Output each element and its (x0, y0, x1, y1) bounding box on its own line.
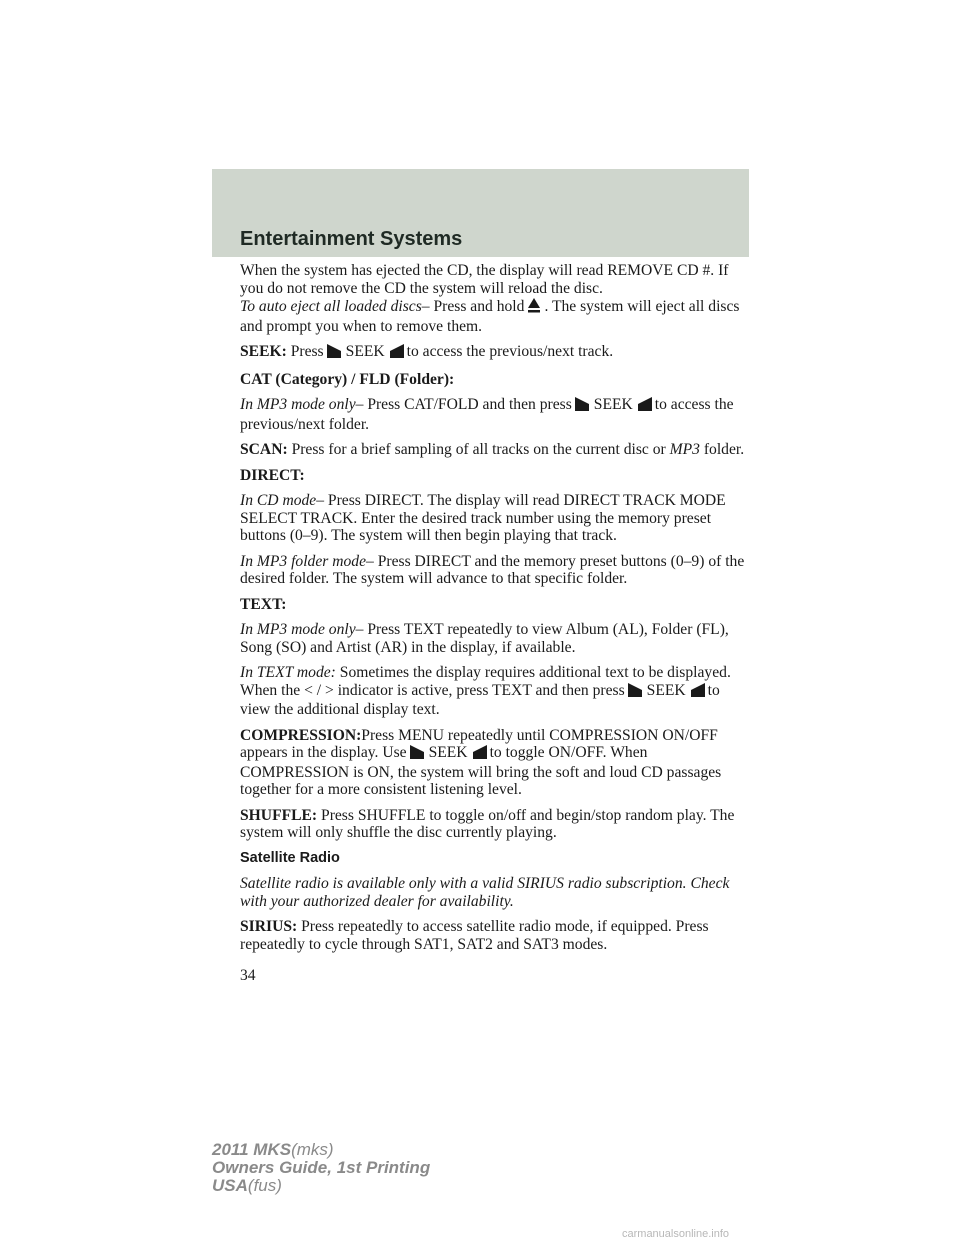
seek-prev-icon (327, 344, 341, 363)
watermark: carmanualsonline.info (622, 1228, 730, 1240)
seek-text-b: to access the previous/next track. (406, 343, 614, 360)
seek-prev-icon (628, 683, 642, 702)
direct-cd-text: – Press DIRECT. The display will read DIRECT TRACK MODE SELECT TRACK. Enter the desired track number using the memory preset buttons (0–9). The system will then begin playing that track. (240, 492, 726, 544)
satellite-note: Satellite radio is available only with a valid SIRIUS radio subscription. Check with your authorized dealer for availability. (240, 875, 730, 910)
eject-text: When the system has ejected the CD, the display will read REMOVE CD #. If you do not remove the CD the system will reload the disc. (240, 262, 729, 297)
text-mp3-text: – Press TEXT repeatedly to view Album (AL), Folder (FL), Song (SO) and Artist (AR) in the display, if available. (240, 621, 729, 656)
scan-text-b: folder. (703, 441, 745, 458)
seek-word: SEEK (646, 681, 686, 699)
compression-text-b: to toggle ON/OFF. When COMPRESSION is ON, the system will bring the soft and loud CD passages together for a more consistent listening level. (240, 744, 722, 798)
cat-text-b: to access the previous/next folder. (240, 396, 734, 433)
seek-prev-icon (410, 745, 424, 764)
shuffle-paragraph (240, 807, 750, 842)
print-footer (212, 1141, 430, 1195)
seek-next-icon (691, 683, 705, 702)
manual-content (240, 262, 750, 953)
section-title: Entertainment Systems (240, 228, 463, 250)
auto-eject-text-a: – Press and hold (421, 298, 525, 315)
direct-heading: DIRECT: (240, 466, 305, 484)
seek-paragraph (240, 343, 750, 363)
compression-paragraph (240, 727, 750, 799)
text-mp3-paragraph (240, 621, 750, 656)
page-number: 34 (240, 967, 256, 984)
seek-prev-icon (575, 397, 589, 416)
compression-label: COMPRESSION: (240, 726, 362, 744)
scan-text-a: Press for a brief sampling of all tracks on the current disc or (291, 441, 666, 458)
sirius-text: Press repeatedly to access satellite radio mode, if equipped. Press repeatedly to cycle through SAT1, SAT2 and SAT3 modes. (240, 918, 709, 953)
satellite-radio-heading: Satellite Radio (240, 849, 340, 866)
cat-text-a: – Press CAT/FOLD and then press (355, 396, 572, 413)
footer-model: 2011 MKS (212, 1140, 292, 1159)
auto-eject-label: To auto eject all loaded discs (240, 298, 422, 315)
cat-paragraph (240, 396, 750, 433)
direct-mp3-text: – Press DIRECT and the memory preset buttons (0–9) of the desired folder. The system will advance to that specific folder. (240, 552, 745, 587)
footer-model-code: (mks) (291, 1140, 334, 1159)
footer-region-line (212, 1177, 430, 1195)
text-mode-paragraph (240, 664, 750, 719)
scan-label: SCAN: (240, 441, 288, 458)
footer-region-code: (fus) (247, 1176, 282, 1195)
seek-next-icon (638, 397, 652, 416)
shuffle-text: Press SHUFFLE to toggle on/off and begin/stop random play. The system will only shuffle the disc currently playing. (240, 806, 735, 841)
sirius-label: SIRIUS: (240, 918, 298, 935)
seek-next-icon (390, 344, 404, 363)
seek-next-icon (473, 745, 487, 764)
seek-label: SEEK: (240, 343, 287, 360)
cat-mode-label: In MP3 mode only (240, 396, 356, 413)
eject-icon (527, 297, 541, 318)
direct-cd-mode: In CD mode (240, 492, 317, 509)
sirius-paragraph (240, 918, 750, 953)
direct-mp3-mode: In MP3 folder mode (240, 552, 367, 570)
direct-cd-paragraph (240, 492, 750, 545)
text-mode-text-a: Sometimes the display requires additional text to be displayed. When the < / > indicator is active, press TEXT and then press (240, 664, 731, 699)
cat-heading: CAT (Category) / FLD (Folder): (240, 370, 455, 388)
seek-word: SEEK (428, 744, 468, 761)
footer-region: USA (212, 1176, 248, 1195)
eject-paragraph (240, 262, 750, 335)
footer-guide: Owners Guide, 1st Printing (212, 1158, 431, 1177)
footer-model-line (212, 1141, 430, 1159)
text-mode-label: In TEXT mode: (240, 664, 336, 681)
scan-mp3: MP3 (669, 441, 700, 458)
text-heading: TEXT: (240, 595, 287, 613)
scan-paragraph (240, 441, 750, 459)
direct-mp3-paragraph (240, 553, 750, 588)
seek-word: SEEK (345, 343, 385, 360)
shuffle-label: SHUFFLE: (240, 806, 318, 824)
seek-word: SEEK (593, 396, 633, 413)
compression-text-a: Press MENU repeatedly until COMPRESSION ON/OFF appears in the display. Use (240, 726, 718, 761)
auto-eject-text-b: . The system will eject all discs and prompt you when to remove them. (240, 298, 740, 335)
seek-text-a: Press (290, 343, 324, 360)
text-mode-text-b: to view the additional display text. (240, 681, 720, 718)
text-mp3-mode: In MP3 mode only (240, 621, 356, 638)
